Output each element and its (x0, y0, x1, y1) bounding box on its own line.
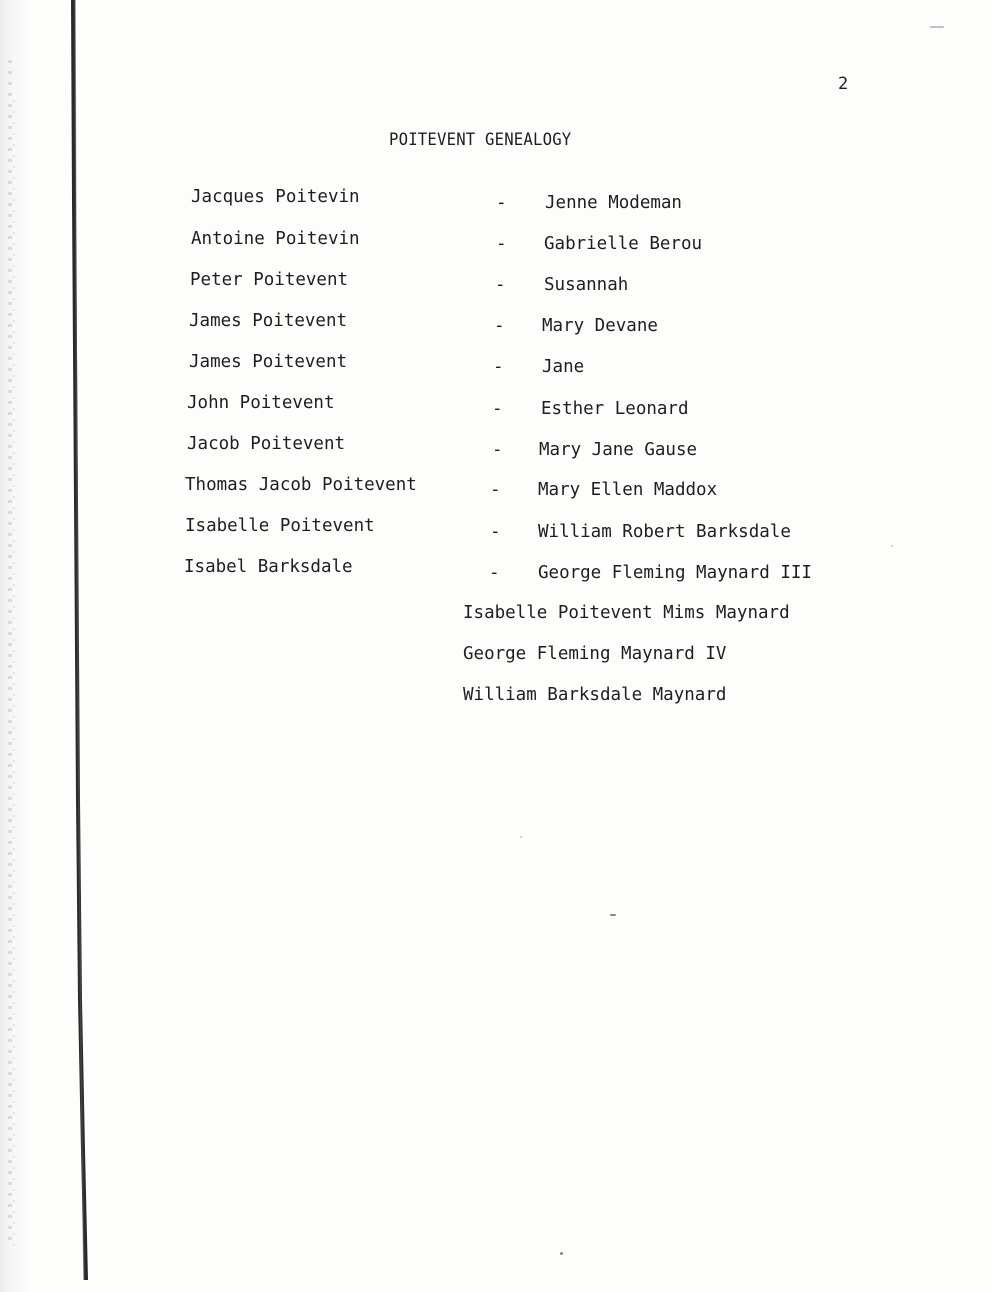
dash-separator: - (492, 440, 503, 460)
ancestor-name: John Poitevent (187, 393, 335, 413)
scan-speck (520, 836, 522, 838)
ancestor-name: Isabelle Poitevent (185, 516, 375, 536)
lineage-row (189, 352, 969, 376)
descendant-name: George Fleming Maynard IV (463, 644, 727, 664)
dash-separator: - (496, 193, 507, 213)
spouse-name: George Fleming Maynard III (538, 563, 812, 583)
ancestor-name: Isabel Barksdale (184, 557, 353, 577)
ancestor-name: James Poitevent (189, 352, 348, 372)
lineage-row (184, 557, 964, 581)
page-title: POITEVENT GENEALOGY (389, 130, 572, 150)
lineage-row (187, 393, 967, 417)
ancestor-name: James Poitevent (189, 311, 348, 331)
dash-separator: - (492, 399, 503, 419)
spouse-name: Esther Leonard (541, 399, 689, 419)
scan-speck (610, 914, 616, 916)
ancestor-name: Jacob Poitevent (187, 434, 346, 454)
spouse-name: William Robert Barksdale (538, 522, 791, 542)
spouse-name: Gabrielle Berou (544, 234, 703, 254)
dash-separator: - (495, 275, 506, 295)
spouse-name: Mary Jane Gause (539, 440, 698, 460)
dash-separator: - (496, 234, 507, 254)
dash-separator: - (493, 357, 504, 377)
spouse-name: Mary Devane (542, 316, 658, 336)
ancestor-name: Peter Poitevent (190, 270, 349, 290)
descendant-name: Isabelle Poitevent Mims Maynard (463, 603, 790, 623)
margin-rule-line (0, 0, 100, 1292)
lineage-row (185, 475, 965, 499)
dash-separator: - (494, 316, 505, 336)
lineage-row (185, 516, 965, 540)
lineage-row (191, 187, 971, 211)
spouse-name: Jenne Modeman (545, 193, 682, 213)
scan-speck (560, 1252, 563, 1255)
ancestor-name: Antoine Poitevin (191, 229, 360, 249)
lineage-row (189, 311, 969, 335)
scan-speck (930, 26, 944, 28)
ancestor-name: Jacques Poitevin (191, 187, 360, 207)
dash-separator: - (489, 563, 500, 583)
scan-speck (891, 545, 893, 547)
dash-separator: - (490, 480, 501, 500)
ancestor-name: Thomas Jacob Poitevent (185, 475, 417, 495)
descendant-name: William Barksdale Maynard (463, 685, 727, 705)
lineage-row (191, 229, 971, 253)
page-number: 2 (838, 74, 849, 94)
dash-separator: - (490, 522, 501, 542)
lineage-row (190, 270, 970, 294)
spouse-name: Jane (542, 357, 585, 377)
lineage-row (187, 434, 967, 458)
spouse-name: Mary Ellen Maddox (538, 480, 718, 500)
spouse-name: Susannah (544, 275, 629, 295)
